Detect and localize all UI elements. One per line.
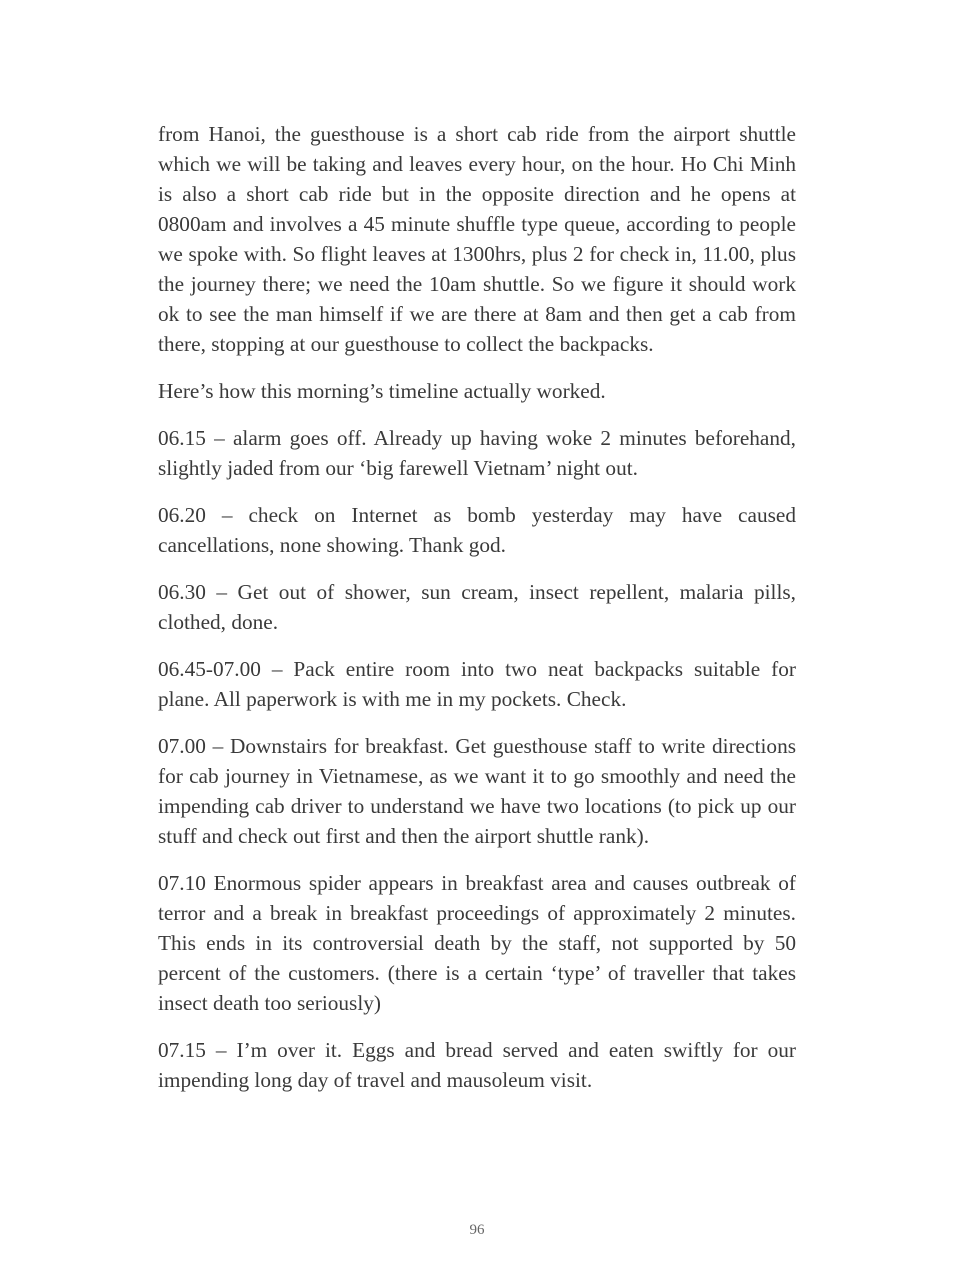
paragraph-0715: 07.15 – I’m over it. Eggs and bread served and eaten swiftly for our impending long day of travel and mausoleum visit. — [158, 1038, 796, 1092]
paragraph-0620: 06.20 – check on Internet as bomb yesterday may have caused cancellations, none showing. Thank god. — [158, 503, 796, 557]
paragraph-0615: 06.15 – alarm goes off. Already up having woke 2 minutes beforehand, slightly jaded from our ‘big farewell Vietnam’ night out. — [158, 426, 796, 480]
page-number: 96 — [469, 1222, 485, 1238]
paragraph-timeline-intro: Here’s how this morning’s timeline actually worked. — [158, 379, 606, 403]
paragraph-intro: from Hanoi, the guesthouse is a short cab ride from the airport shuttle which we will be taking and leaves every hour, on the hour. Ho Chi Minh is also a short cab ride but in the opposite direction and he opens at 0800am and involves a 45 minute shuffle type queue, according to people we spoke with. So flight leaves at 1300hrs, plus 2 for check in, 11.00, plus the journey there; we need the 10am shuttle. So we figure it should work ok to see the man himself if we are there at 8am and then get a cab from there, stopping at our guesthouse to collect the backpacks. — [158, 122, 796, 356]
paragraph-0700: 07.00 – Downstairs for breakfast. Get guesthouse staff to write directions for cab journey in Vietnamese, as we want it to go smoothly and need the impending cab driver to understand we have two locations (to pick up our stuff and check out first and then the airport shuttle rank). — [158, 734, 796, 848]
paragraph-0630: 06.30 – Get out of shower, sun cream, insect repellent, malaria pills, clothed, done. — [158, 580, 796, 634]
paragraph-0645: 06.45-07.00 – Pack entire room into two neat backpacks suitable for plane. All paperwork is with me in my pockets. Check. — [158, 657, 796, 711]
page-body — [158, 119, 796, 1112]
paragraph-0710: 07.10 Enormous spider appears in breakfast area and causes outbreak of terror and a break in breakfast proceedings of approximately 2 minutes. This ends in its controversial death by the staff, not supported by 50 percent of the customers. (there is a certain ‘type’ of traveller that takes insect death too seriously) — [158, 871, 796, 1015]
